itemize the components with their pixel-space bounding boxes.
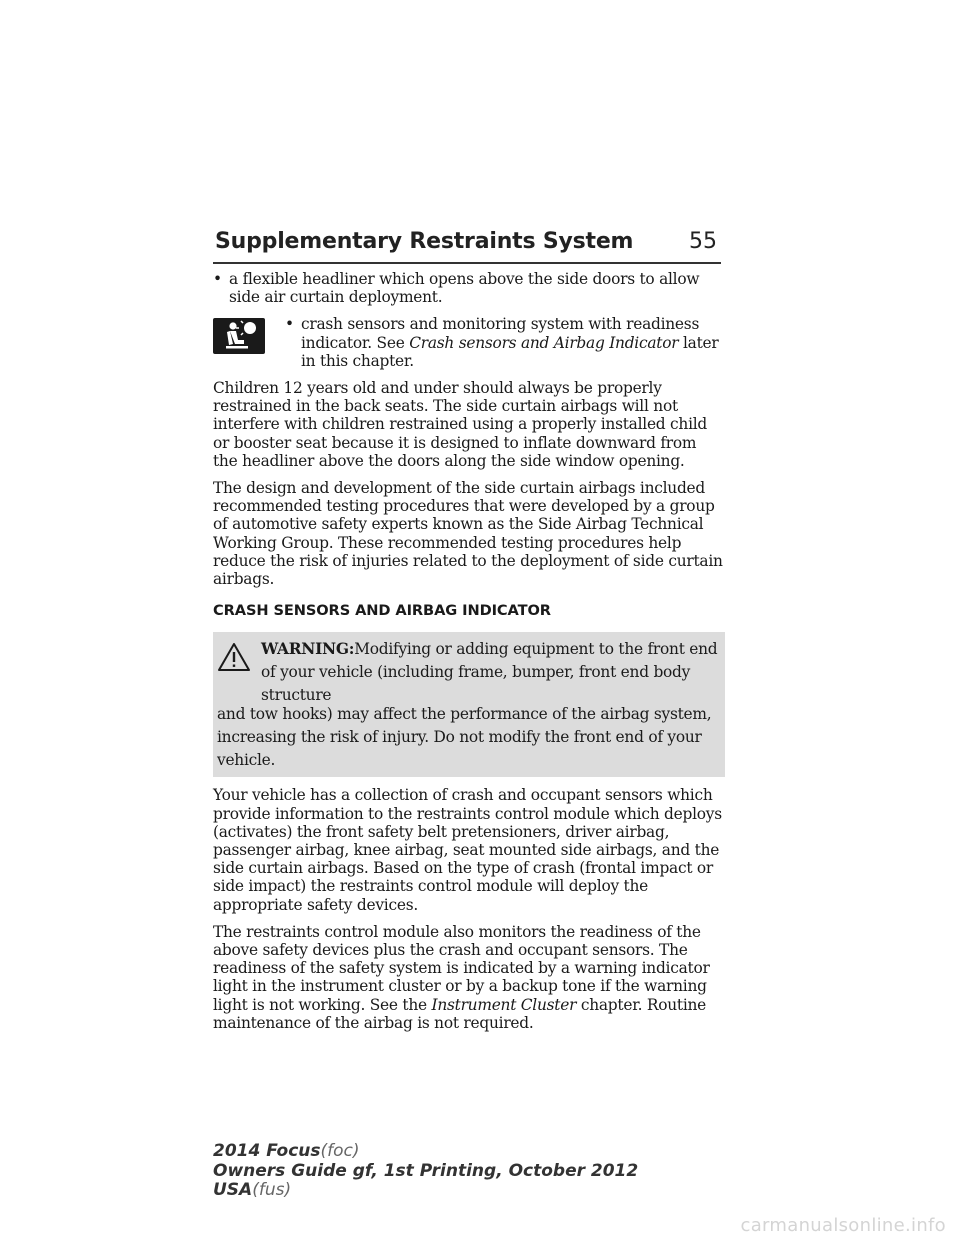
airbag-indicator-icon — [213, 318, 265, 354]
warning-text-part: Modifying or adding equipment to the front end of your vehicle (including frame, bumper, front end body structure — [261, 640, 718, 705]
bullet-dot: • — [285, 315, 294, 334]
footer-line — [213, 1162, 638, 1182]
bullet-item — [285, 315, 725, 370]
body-paragraph: Your vehicle has a collection of crash and occupant sensors which provide information to the restraints control module which deploys (activates) the front safety belt pretensioners, driver airbag, passenger airbag, knee airbag, seat mounted side airbags, and the side curtain airbags. Based on the type of crash (frontal impact or side impact) the restraints control module will deploy the appropriate safety devices. — [213, 786, 722, 914]
footer-code: (foc) — [320, 1141, 360, 1161]
bullet-item — [213, 270, 725, 306]
paragraph-part: chapter. Routine maintenance of the airbag is not required. — [213, 995, 707, 1032]
section-heading: CRASH SENSORS AND AIRBAG INDICATOR — [213, 602, 551, 620]
footer-market: USA — [213, 1180, 253, 1200]
footer-line — [213, 1142, 638, 1162]
footer-edition: Owners Guide gf, 1st Printing, October 2012 — [213, 1160, 639, 1181]
warning-label: WARNING: — [261, 640, 355, 659]
bullet-text — [301, 315, 725, 370]
cross-reference-link: Crash sensors and Airbag Indicator — [409, 333, 679, 352]
bullet-text: a flexible headliner which opens above the side doors to allow side air curtain deployment. — [229, 270, 700, 307]
bullet-text-part: later in this chapter. — [301, 333, 719, 370]
footer-line — [213, 1181, 638, 1201]
warning-top — [217, 638, 719, 707]
warning-triangle-icon — [217, 642, 251, 672]
watermark: carmanualsonline.info — [740, 1215, 946, 1236]
warning-text-continued: and tow hooks) may affect the performance of the airbag system, increasing the risk of injury. Do not modify the front end of your vehicle. — [217, 705, 712, 770]
paragraph-part: The restraints control module also monitors the readiness of the above safety devices plus the crash and occupant sensors. The readiness of the safety system is indicated by a warning indicator light in the instrument cluster or by a backup tone if the warning light is not working. See the — [213, 922, 710, 1014]
bullet-text-part: crash sensors and monitoring system with readiness indicator. See — [301, 315, 700, 352]
warning-box — [213, 632, 725, 777]
page-content — [213, 270, 725, 1032]
warning-text — [259, 638, 719, 707]
cross-reference-link: Instrument Cluster — [431, 995, 577, 1014]
bullet-with-icon — [213, 315, 725, 370]
bullet-dot: • — [213, 270, 222, 288]
page-header — [213, 227, 721, 261]
footer-model: 2014 Focus — [213, 1141, 321, 1161]
footer-code: (fus) — [252, 1180, 292, 1200]
body-paragraph: Children 12 years old and under should always be properly restrained in the back seats. The side curtain airbags will not interfere with children restrained using a properly installed child or booster seat because it is designed to inflate downward from the headliner above the doors along the side window opening. — [213, 379, 708, 470]
header-rule — [213, 262, 721, 264]
body-paragraph — [213, 923, 725, 1032]
page-footer — [213, 1142, 638, 1201]
chapter-title: Supplementary Restraints System — [215, 229, 634, 254]
page-number: 55 — [689, 229, 717, 254]
body-paragraph: The design and development of the side curtain airbags included recommended testing procedures that were developed by a group of automotive safety experts known as the Side Airbag Technical Working Group. These recommended testing procedures help reduce the risk of injuries related to the deployment of side curtain airbags. — [213, 479, 723, 589]
